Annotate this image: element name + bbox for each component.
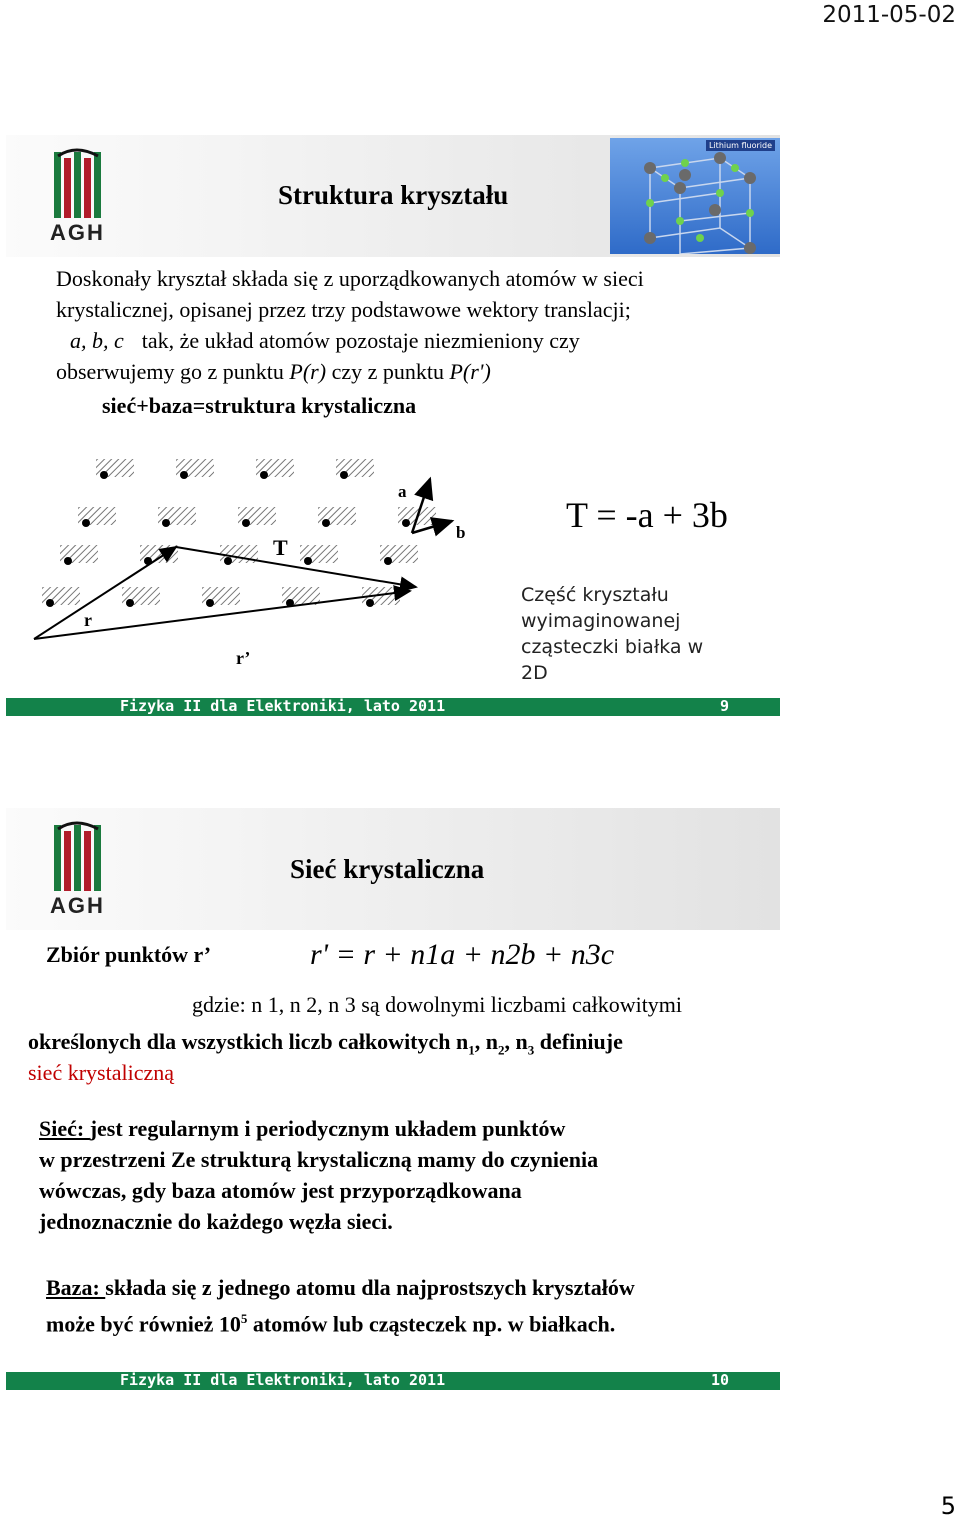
slide2-title: Sieć krystaliczna [290, 854, 485, 884]
slide-number: 9 [720, 697, 730, 715]
slide1-footer [6, 698, 780, 716]
lattice-icon [610, 138, 780, 254]
vector-r-prime-label: r’ [236, 648, 251, 668]
agh-logo [50, 821, 110, 921]
paragraph-line: czy z punktu [331, 359, 444, 384]
crystal-structure-image [610, 138, 780, 254]
caption-line: cząsteczki białka w [521, 636, 704, 658]
paragraph-line: tak, że układ atomów pozostaje niezmieniony czy [141, 328, 580, 353]
paragraph-line: obserwujemy go z punktu [56, 359, 284, 384]
translation-equation: T = -a + 3b [566, 495, 728, 535]
point-p-r: P(r) [289, 359, 327, 384]
lattice-equation: r' = r + n1a + n2b + n3c [310, 938, 615, 971]
vector-a-label: a [398, 482, 407, 501]
agh-logo [50, 148, 110, 248]
crystal-lattice-term: sieć krystaliczną [28, 1060, 174, 1085]
paragraph-line: Doskonały kryształ składa się z uporządkowanych atomów w sieci [56, 266, 644, 291]
slide-number: 10 [711, 1371, 730, 1389]
point-set-label: Zbiór punktów r’ [46, 942, 212, 967]
caption-line: Część kryształu [521, 584, 669, 606]
vector-b-label: b [456, 523, 466, 542]
vector-r-label: r [84, 610, 92, 630]
agh-logo-text: AGH [50, 220, 105, 245]
translation-vectors: a, b, c [70, 328, 124, 353]
agh-logo-text: AGH [50, 893, 105, 918]
diagram-caption [521, 582, 703, 686]
lattice-diagram [28, 455, 508, 680]
structure-formula: sieć+baza=struktura krystaliczna [102, 393, 417, 418]
gdzie-line: gdzie: n 1, n 2, n 3 są dowolnymi liczbami całkowitymi [192, 992, 683, 1017]
siec-label: Sieć: [39, 1116, 90, 1141]
baza-label: Baza: [46, 1275, 106, 1300]
point-p-r-prime: P(r') [449, 359, 491, 384]
definition-line: określonych dla wszystkich liczb całkowitych $n_1$, $n_2$, $n_3$ definiuje [28, 1029, 623, 1058]
caption-line: 2D [521, 662, 548, 684]
basis-definition: Baza: składa się z jednego atomu dla najprostszych kryształów może być również $10^5$ atomów lub cząsteczek np. w białkach. [46, 1275, 635, 1337]
slide1-title: Struktura kryształu [278, 180, 509, 210]
lattice-definition: Sieć: jest regularnym i periodycznym układem punktów w przestrzeni Ze strukturą krystaliczną mamy do czynienia wówczas, gdy baza atomów jest przyporządkowana jednoznacznie do każdego węzła sieci. [39, 1116, 599, 1234]
slide2-footer [6, 1372, 780, 1390]
document-date: 2011-05-02 [822, 2, 956, 28]
caption-line: wyimaginowanej [521, 610, 681, 632]
footer-text: Fizyka II dla Elektroniki, lato 2011 [120, 1371, 446, 1389]
footer-text: Fizyka II dla Elektroniki, lato 2011 [120, 697, 446, 715]
image-label: Lithium fluoride [706, 140, 775, 151]
page-number: 5 [940, 1492, 956, 1520]
paragraph-line: krystalicznej, opisanej przez trzy podstawowe wektory translacji; [56, 297, 631, 322]
vector-T-label: T [273, 535, 288, 560]
